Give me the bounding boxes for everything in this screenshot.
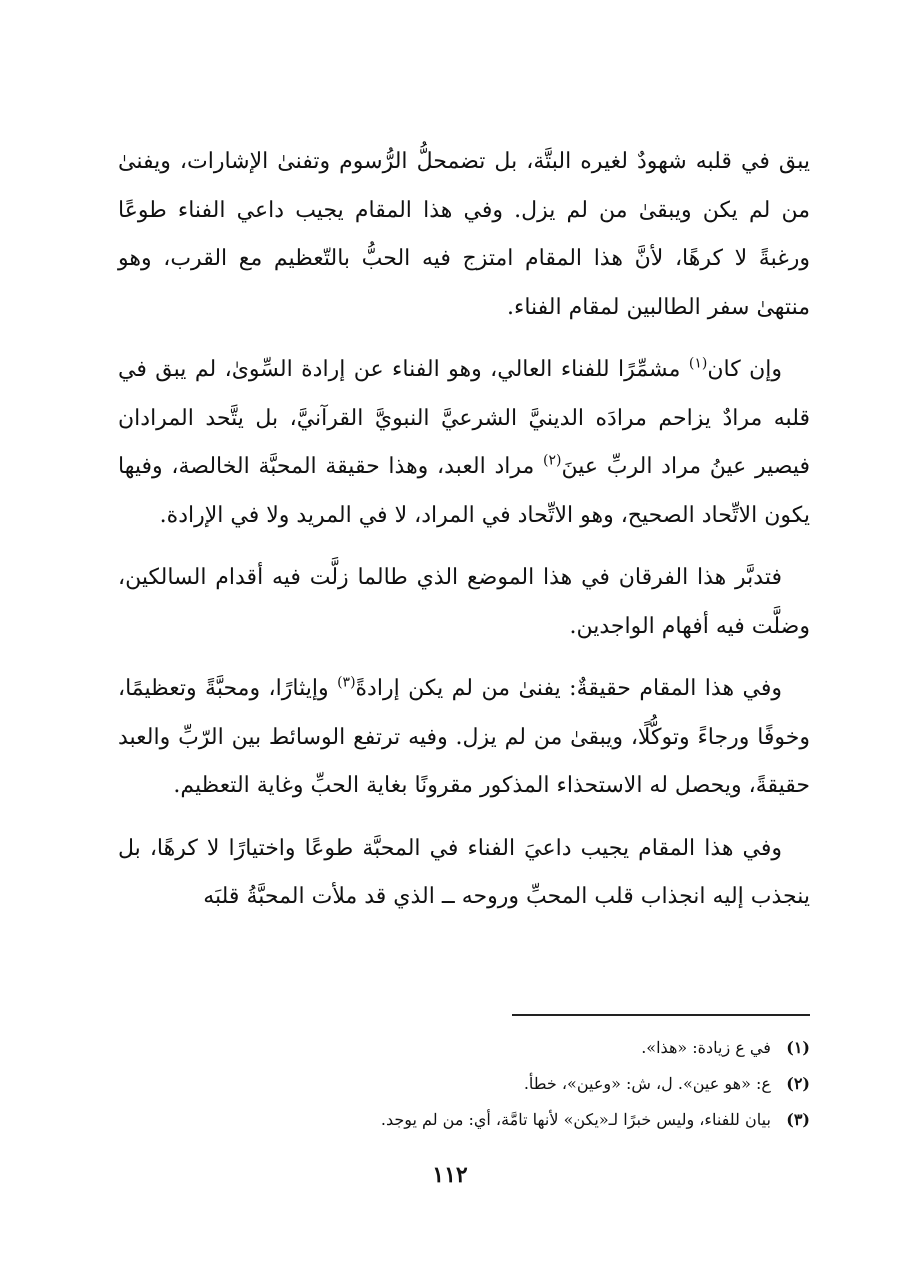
footnotes: [200, 1030, 810, 1138]
paragraph-2: [118, 346, 810, 540]
footnote-3-number: (٣): [786, 1110, 810, 1129]
footnote-2-text: ع: «هو عين». ل، ش: «وعين»، خطأ.: [523, 1074, 771, 1093]
footnote-3: [200, 1102, 810, 1138]
footnote-1-number: (١): [786, 1038, 810, 1057]
footnote-2: [200, 1066, 810, 1102]
paragraph-4-text-b: وإيثارًا، ومحبَّةً وتعظيمًا، وخوفًا ورجاءً وتوكُّلًا، ويبقىٰ من لم يزل. وفيه ترتفع الوسائط بين الرّبِّ والعبد حقيقةً، ويحصل له الاستحذاء المذكور مقرونًا بغاية الحبِّ وغاية التعظيم.: [118, 676, 810, 798]
footnote-ref-3[interactable]: (٣): [337, 674, 356, 691]
paragraph-5: [118, 825, 810, 922]
paragraph-2-text-a: وإن كان: [707, 357, 782, 382]
footnote-ref-2[interactable]: (٢): [543, 452, 562, 469]
footnote-1: [200, 1030, 810, 1066]
paragraph-5-text: وفي هذا المقام يجيب داعيَ الفناء في المحبَّة طوعًا واختيارًا لا كرهًا، بل ينجذب إليه انجذاب قلب المحبِّ وروحه ــ الذي قد ملأت المحبَّةُ قلبَه: [118, 835, 810, 909]
footnote-3-text: بيان للفناء، وليس خبرًا لـ«يكن» لأنها تامَّة، أي: من لم يوجد.: [380, 1110, 771, 1129]
paragraph-2-text-c: مراد العبد، وهذا حقيقة المحبَّة الخالصة، وفيها يكون الاتِّحاد الصحيح، وهو الاتِّحاد في المراد، لا في المريد ولا في الإرادة.: [118, 454, 810, 528]
page-number: ١١٢: [432, 1162, 468, 1188]
paragraph-3-text: فتدبَّر هذا الفرقان في هذا الموضع الذي طالما زلَّت فيه أقدام السالكين، وضلَّت فيه أفهام الواجدين.: [118, 565, 810, 639]
main-text: [118, 138, 810, 936]
paragraph-1: [118, 138, 810, 332]
paragraph-3: [118, 554, 810, 651]
paragraph-1-text: يبق في قلبه شهودٌ لغيره البتَّة، بل تضمحلُّ الرُّسوم وتفنىٰ الإشارات، ويفنىٰ من لم يكن ويبقىٰ من لم يزل. وفي هذا المقام يجيب داعي الفناء طوعًا ورغبةً لا كرهًا، لأنَّ هذا المقام امتزج فيه الحبُّ بالتّعظيم مع القرب، وهو منتهىٰ سفر الطالبين لمقام الفناء.: [118, 149, 810, 320]
paragraph-4-text-a: وفي هذا المقام حقيقةٌ: يفنىٰ من لم يكن إرادةً: [355, 676, 782, 701]
footnote-1-text: في ع زيادة: «هذا».: [641, 1038, 771, 1057]
paragraph-4: [118, 665, 810, 811]
footnote-separator: [512, 1014, 810, 1016]
paragraph-2-text-b: مشمِّرًا للفناء العالي، وهو الفناء عن إرادة السِّوىٰ، لم يبق في قلبه مرادٌ يزاحم مرادَه الدينيَّ الشرعيَّ النبويَّ القرآنيَّ، بل يتَّحد المرادان فيصير عينُ مراد الربِّ عينَ: [118, 357, 810, 479]
footnote-2-number: (٢): [786, 1074, 810, 1093]
footnote-ref-1[interactable]: (١): [688, 355, 708, 372]
